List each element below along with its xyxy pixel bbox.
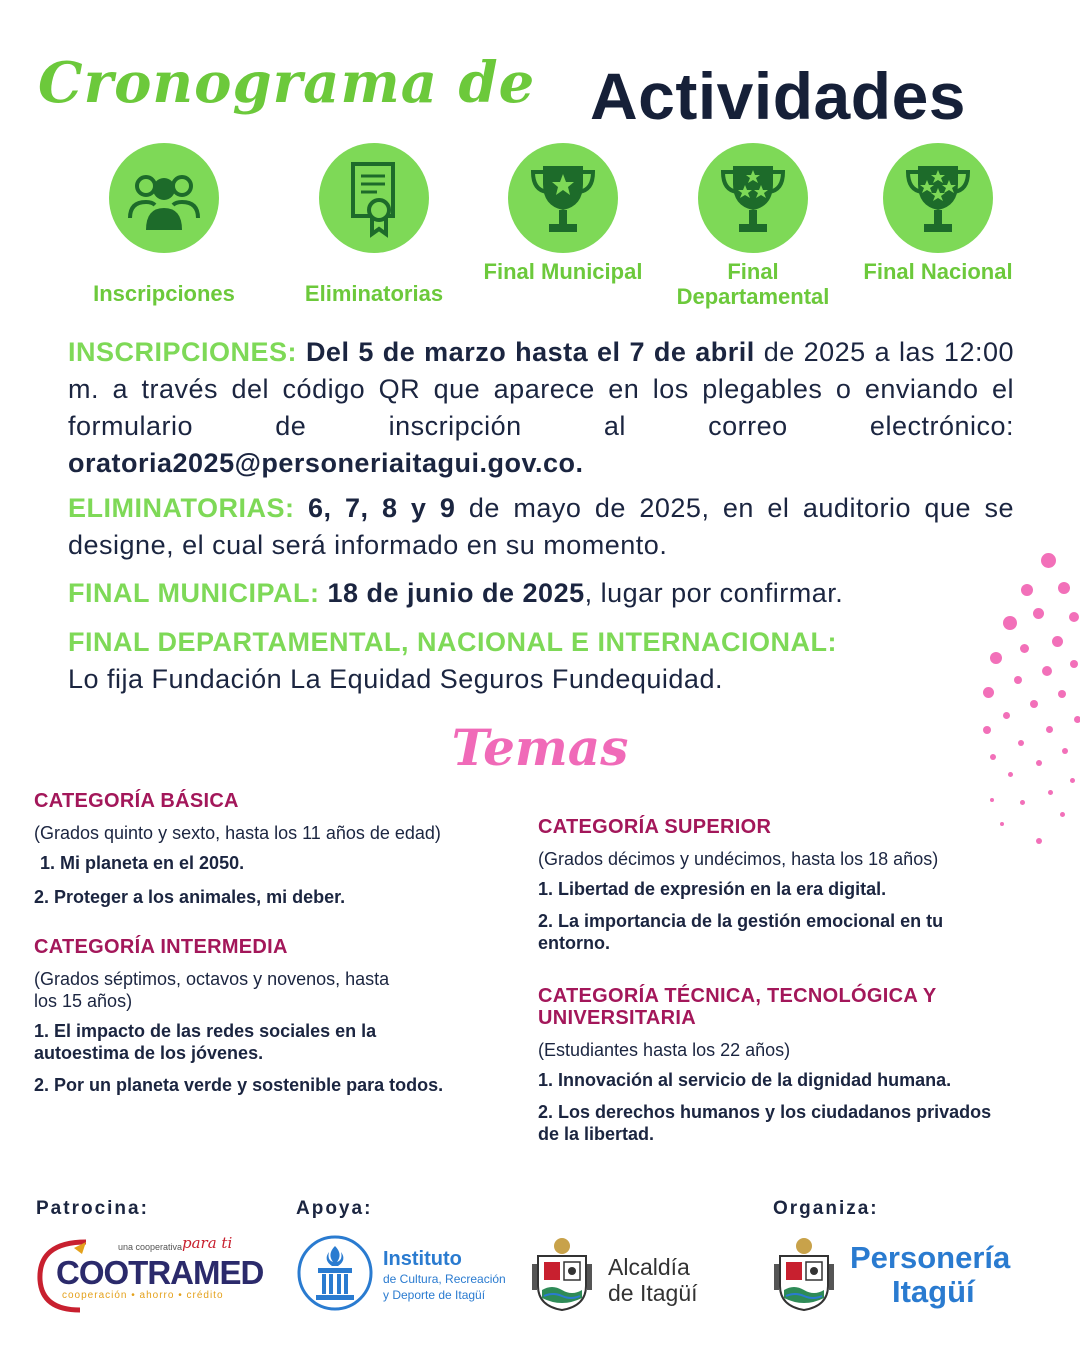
decorative-dot <box>990 798 994 802</box>
decorative-dot <box>1060 812 1065 817</box>
decorative-dot <box>983 687 994 698</box>
topic-item: 1. Innovación al servicio de la dignidad humana. <box>538 1070 952 1090</box>
decorative-dot <box>1030 700 1038 708</box>
schedule-eliminatorias <box>68 490 1014 564</box>
decorative-dot <box>983 726 991 734</box>
header <box>0 44 1080 154</box>
topic-item: 2. La importancia de la gestión emocional en tu entorno. <box>538 911 944 953</box>
decorative-dot <box>1041 553 1056 568</box>
schedule-key: FINAL MUNICIPAL: <box>68 578 320 608</box>
phase-final-departamental <box>663 143 843 309</box>
category-tecnica <box>538 985 1008 1145</box>
apoya-label: Apoya: <box>296 1198 373 1219</box>
phase-eliminatorias <box>284 143 464 306</box>
decorative-dot <box>1070 778 1075 783</box>
column-flame-icon <box>296 1234 374 1312</box>
schedule-final-departamental <box>68 624 1014 698</box>
organiza-label: Organiza: <box>773 1198 879 1219</box>
category-basica <box>34 790 514 908</box>
cootramed-slogan: cooperación • ahorro • crédito <box>62 1290 224 1301</box>
category-sub: (Grados séptimos, octavos y novenos, hasta los 15 años) <box>34 969 390 1011</box>
decorative-dot <box>1069 612 1079 622</box>
instituto-line2: y Deporte de Itagüí <box>383 1288 486 1302</box>
category-sub: (Grados quinto y sexto, hasta los 11 años de edad) <box>34 823 441 843</box>
schedule-text: de 2025 a las 12:00 m. a través del código QR que aparece en los plegables o enviando el formulario de inscripción al correo electrónico: <box>68 337 1014 441</box>
category-sub: (Estudiantes hasta los 22 años) <box>538 1040 791 1060</box>
trophy-three-stars-icon <box>883 143 993 253</box>
category-sub: (Grados décimos y undécimos, hasta los 18 años) <box>538 849 939 869</box>
schedule-key: ELIMINATORIAS: <box>68 493 295 523</box>
decorative-dot <box>1033 608 1044 619</box>
decorative-dot <box>1074 716 1080 723</box>
people-icon <box>109 143 219 253</box>
category-heading: CATEGORÍA SUPERIOR <box>538 816 772 838</box>
decorative-dot <box>1020 644 1029 653</box>
decorative-dot <box>1021 584 1033 596</box>
decorative-dot <box>1046 726 1053 733</box>
decorative-dot <box>1036 760 1042 766</box>
phase-label: Final Departamental <box>676 259 830 309</box>
schedule-key: INSCRIPCIONES: <box>68 337 298 367</box>
schedule-inscripciones <box>68 334 1014 482</box>
schedule-dates: Del 5 de marzo hasta el 7 de abril <box>305 337 755 367</box>
cootramed-name: COOTRAMED <box>56 1254 264 1291</box>
alcaldia-line1: Alcaldía <box>608 1254 690 1280</box>
itagui-shield-icon <box>530 1236 594 1312</box>
phase-label: Inscripciones <box>93 281 235 306</box>
topic-item: 2. Por un planeta verde y sostenible para todos. <box>34 1075 444 1095</box>
personeria-line2: Itagüí <box>892 1274 975 1309</box>
schedule-text: de mayo de 2025, en el auditorio que se designe, el cual será informado en su momento. <box>68 493 1014 560</box>
trophy-one-star-icon <box>508 143 618 253</box>
decorative-dot <box>1042 666 1052 676</box>
title-script: Cronograma de <box>38 50 536 116</box>
decorative-dot <box>1018 740 1024 746</box>
phase-label: Final Municipal <box>483 259 643 284</box>
patrocina-label: Patrocina: <box>36 1198 149 1219</box>
instituto-logo <box>296 1234 516 1314</box>
instituto-name: Instituto <box>383 1248 462 1270</box>
phase-label: Eliminatorias <box>304 281 444 306</box>
temas-title: Temas <box>451 718 629 777</box>
decorative-dot <box>1070 660 1078 668</box>
decorative-dot <box>990 754 996 760</box>
topic-item: 1. Mi planeta en el 2050. <box>40 853 245 873</box>
decorative-dot <box>1058 582 1070 594</box>
category-superior <box>538 816 1018 954</box>
decorative-dot <box>1036 838 1042 844</box>
instituto-line1: de Cultura, Recreación <box>383 1272 506 1286</box>
schedule-text: Lo fija Fundación La Equidad Seguros Fundequidad. <box>68 664 723 694</box>
schedule-final-municipal <box>68 575 1014 612</box>
schedule-text: , lugar por confirmar. <box>584 578 844 608</box>
title-bold: Actividades <box>590 59 966 133</box>
decorative-dot <box>1020 800 1025 805</box>
decorative-dot <box>1003 616 1017 630</box>
phase-inscripciones <box>74 143 254 306</box>
decorative-dot <box>1058 690 1066 698</box>
decorative-dot <box>1003 712 1010 719</box>
decorative-dot <box>1008 772 1013 777</box>
decorative-dot <box>1000 822 1004 826</box>
topic-item: 1. Libertad de expresión en la era digital. <box>538 879 887 899</box>
phase-final-municipal <box>473 143 653 284</box>
category-heading: CATEGORÍA INTERMEDIA <box>34 936 288 958</box>
alcaldia-line2: de Itagüí <box>608 1280 698 1306</box>
decorative-dot <box>990 652 1002 664</box>
certificate-icon <box>319 143 429 253</box>
category-intermedia <box>34 936 444 1096</box>
schedule-dates: 6, 7, 8 y 9 <box>307 493 456 523</box>
cootramed-logo <box>34 1234 264 1314</box>
itagui-shield-icon <box>772 1236 836 1312</box>
schedule-key: FINAL DEPARTAMENTAL, NACIONAL E INTERNACIONAL: <box>68 627 837 657</box>
phase-label: Final Nacional <box>863 259 1013 284</box>
decorative-dot <box>1062 748 1068 754</box>
personeria-logo <box>772 1236 1052 1316</box>
schedule-dates: 18 de junio de 2025 <box>327 578 585 608</box>
decorative-dot <box>1048 790 1053 795</box>
email-address: oratoria2025@personeriaitagui.gov.co. <box>68 448 584 478</box>
phase-final-nacional <box>848 143 1028 284</box>
decorative-dot <box>1052 636 1063 647</box>
trophy-two-stars-icon <box>698 143 808 253</box>
decorative-dot <box>1014 676 1022 684</box>
category-heading: CATEGORÍA TÉCNICA, TECNOLÓGICA Y UNIVERSITARIA <box>538 985 937 1029</box>
topic-item: 2. Los derechos humanos y los ciudadanos privados de la libertad. <box>538 1102 992 1144</box>
topic-item: 1. El impacto de las redes sociales en la autoestima de los jóvenes. <box>34 1021 377 1063</box>
alcaldia-logo <box>530 1236 720 1316</box>
cootramed-tag: una cooperativa <box>118 1242 183 1252</box>
personeria-line1: Personería <box>850 1240 1011 1275</box>
cootramed-script: para ti <box>182 1234 233 1252</box>
category-heading: CATEGORÍA BÁSICA <box>34 790 239 812</box>
topic-item: 2. Proteger a los animales, mi deber. <box>34 887 346 907</box>
